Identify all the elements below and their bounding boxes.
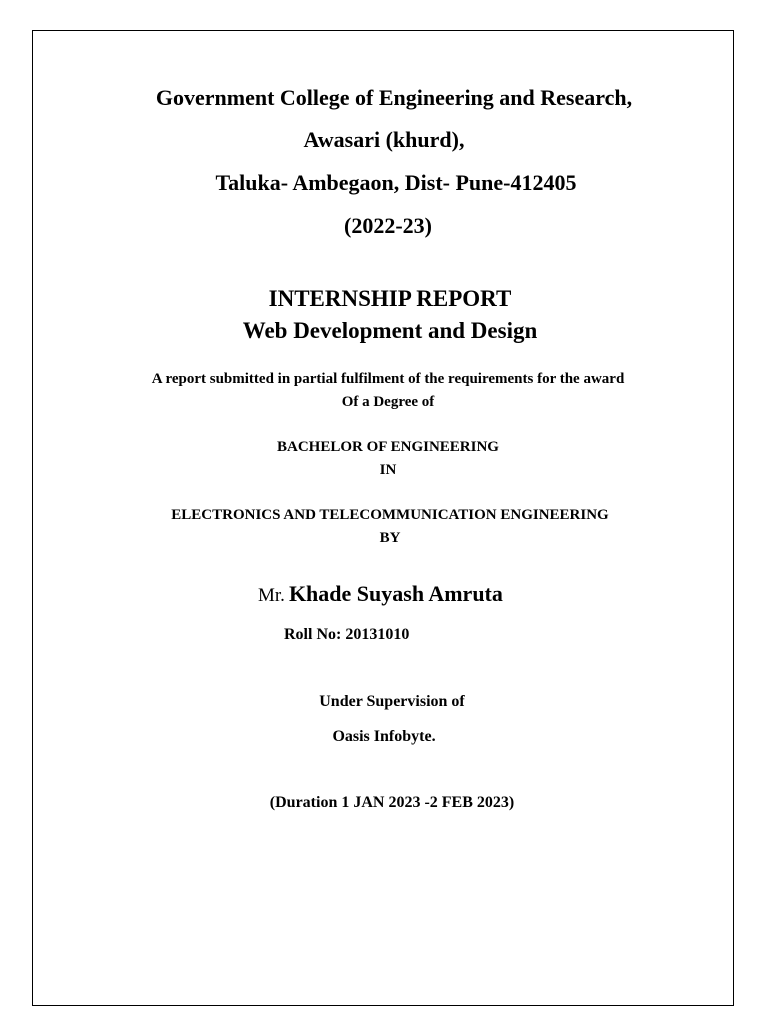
student-name: Khade Suyash Amruta <box>288 581 503 606</box>
branch-name: ELECTRONICS AND TELECOMMUNICATION ENGINEERING <box>171 507 609 523</box>
academic-year: (2022-23) <box>344 213 432 238</box>
roll-number: Roll No: 20131010 <box>284 626 410 643</box>
submission-statement: A report submitted in partial fulfilment of the requirements for the award <box>151 371 625 387</box>
degree-in-label: IN <box>379 462 397 478</box>
name-prefix: Mr. <box>258 585 285 606</box>
supervision-label: Under Supervision of <box>319 693 465 710</box>
supervision-organization: Oasis Infobyte. <box>332 728 436 745</box>
college-address: Taluka- Ambegaon, Dist- Pune-412405 <box>215 170 577 195</box>
report-topic: Web Development and Design <box>242 318 538 343</box>
submission-statement-degree: Of a Degree of <box>341 394 435 410</box>
degree-name: BACHELOR OF ENGINEERING <box>277 439 499 455</box>
college-location: Awasari (khurd), <box>303 127 465 152</box>
student-name-line <box>258 583 503 605</box>
internship-duration: (Duration 1 JAN 2023 -2 FEB 2023) <box>269 794 515 811</box>
college-name: Government College of Engineering and Research, <box>155 85 633 110</box>
report-type: INTERNSHIP REPORT <box>268 286 512 311</box>
by-label: BY <box>379 530 401 546</box>
